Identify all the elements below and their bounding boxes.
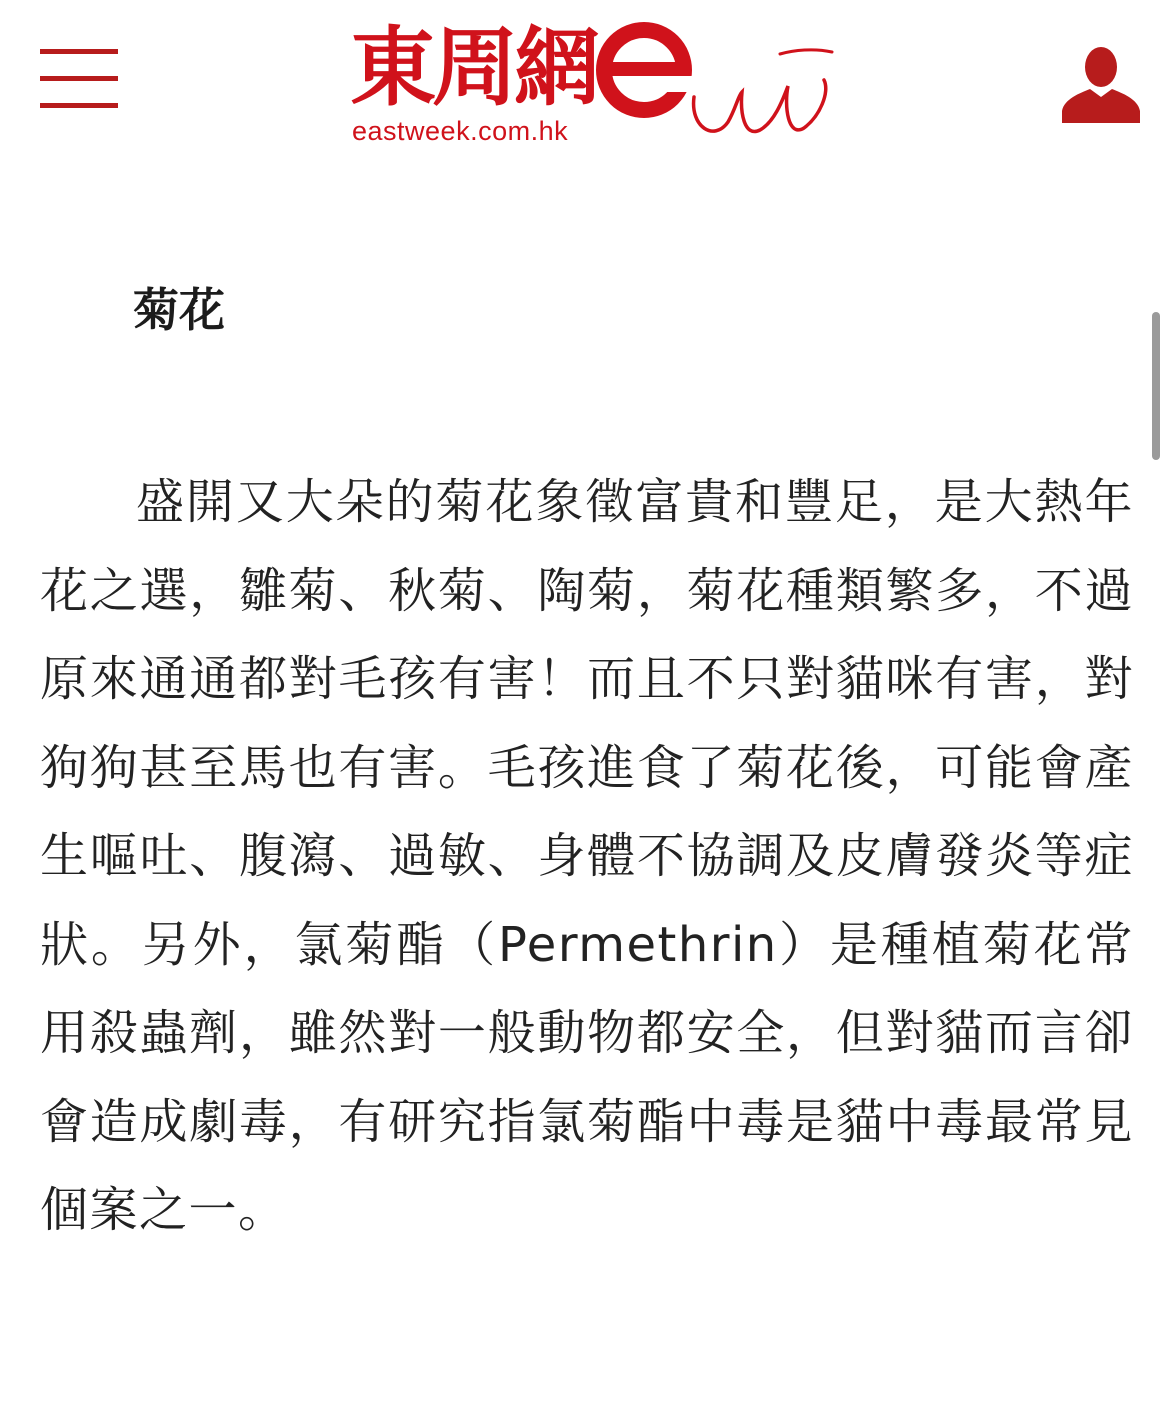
user-profile-icon [1060,45,1142,123]
scrollbar-thumb[interactable] [1152,312,1160,460]
hamburger-menu-button[interactable] [40,49,118,111]
logo-w-script-icon [684,42,834,152]
section-title: 菊花 [133,283,225,337]
logo-chinese-text: 東周網 [350,18,596,118]
article-paragraph: 盛開又大朵的菊花象徵富貴和豐足，是大熱年花之選，雛菊、秋菊、陶菊，菊花種類繁多，不過原來通通都對毛孩有害！而且不只對貓咪有害，對狗狗甚至馬也有害。毛孩進食了菊花後，可能會產生嘔吐、腹瀉、過敏、身體不協調及皮膚發炎等症狀。另外，氯菊酯（Permethrin）是種植菊花常用殺蟲劑，雖然對一般動物都安全，但對貓而言卻會造成劇毒，有研究指氯菊酯中毒是貓中毒最常見個案之一。 [40,474,1134,1238]
logo-domain-text: eastweek.com.hk [352,116,569,146]
user-profile-button[interactable] [1060,45,1142,123]
site-logo[interactable] [348,18,828,148]
site-header [0,0,1170,170]
